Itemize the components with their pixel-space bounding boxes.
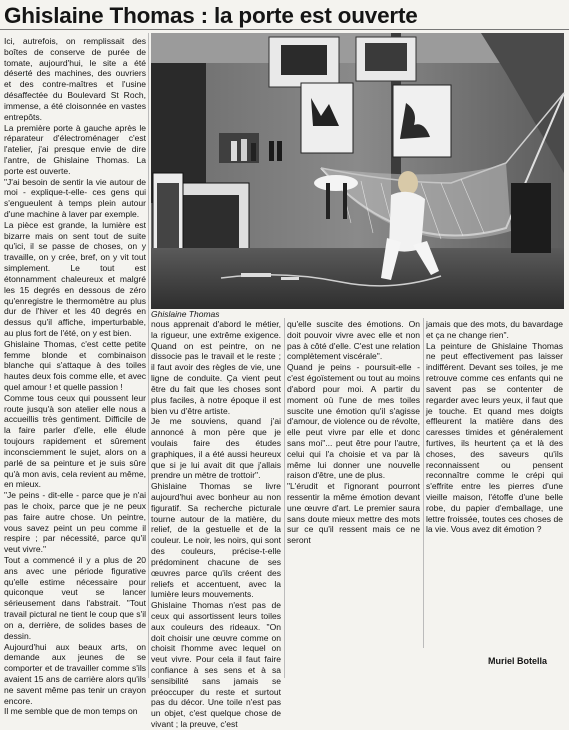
column-divider <box>423 318 424 648</box>
paragraph: nous apprenait d'abord le métier, la rigueur, une extrême exigence. Quand on est peintre, on ne dissocie pas le travail et le reste ; il faut avoir des règles de vie, une ligne de conduite. Ça vient peut être du fait que les choses sont plus faciles, à notre époque il est bien vu d'être artiste. <box>151 319 281 416</box>
paragraph: Il me semble que de mon temps on <box>4 706 138 717</box>
paragraph: "J'ai besoin de sentir la vie autour de moi - explique-t-elle- ces gens qui s'engueulent à temps plein autour d'une machine à laver par exemple. <box>4 176 146 219</box>
article-column-2 <box>151 319 281 730</box>
paragraph: La première porte à gauche après le réparateur d'électroménager c'est l'atelier, j'ai presque envie de dire l'antre, de Ghislaine Thomas. La porte est ouverte. <box>4 122 146 176</box>
paragraph: Ghislaine Thomas, c'est cette petite femme blonde et combinaison blanche qui s'attaque à des toiles hautes deux fois comme elle, et avec quel amour ! et quelle passion ! <box>4 338 146 392</box>
author-byline: Muriel Botella <box>488 656 548 666</box>
headline-rule <box>0 29 569 30</box>
photo-caption: Ghislaine Thomas <box>151 309 220 319</box>
paragraph: Aujourd'hui aux beaux arts, on demande aux jeunes de se comporter et de travailler comme s'ils avaient 15 ans de carrière alors qu'ils ne savent même pas tenir un crayon encore. <box>4 641 146 706</box>
paragraph: Ghislaine Thomas n'est pas de ceux qui assortissent leurs toiles aux couleurs des rideaux. "On doit choisir une œuvre comme on choisit l'homme avec lequel on veut vivre. Pour cela il faut faire confiance à ses sens et à sa sensibilité sans jamais se préoccuper du reste et surtout pas du décor. Une toile n'est pas un objet, c'est quelque chose de vivant ; la preuve, c'est <box>151 600 281 730</box>
artist-studio-photo <box>151 33 564 309</box>
paragraph: La peinture de Ghislaine Thomas ne peut effectivement pas laisser indifférent. Devant ses toiles, je me retrouve comme ces enfants qui ne savent pas se contenter de regarder avec leurs yeux, il faut que je touche. Et quand mes doigts effleurent la matière dans des caresses timides et généralement furtives, ils heurtent ça et là des choses, des saveurs qu'ils reconnaissent ou pensent reconnaître comme le crépi qui s'effrite entre les pierres d'une vieille maison, l'étoffe d'une belle robe, du papier d'emballage, une lettre froissée, toutes ces choses de la vie. Vous avez dit émotion ? <box>426 340 563 535</box>
article-column-4 <box>426 319 563 639</box>
paragraph: Je me souviens, quand j'ai annoncé à mon père que je voulais faire des études graphiques, il a été aussi heureux que si je lui avait dit que j'allais prendre un mètre de trottoir". <box>151 416 281 481</box>
article-column-1 <box>4 36 146 717</box>
paragraph: Ghislaine Thomas se livre aujourd'hui avec bonheur au non figuratif. Sa recherche picturale tourne autour de la matière, du relief, de la gestuelle et de la couleur. Le noir, les noirs, qui sont des couleurs, précise-t-elle prédominent chacune de ses œuvres parce qu'ils créent des reliefs et accentuent, avec la lumière leurs mouvements. <box>151 481 281 600</box>
paragraph: Comme tous ceux qui poussent leur route jusqu'à son atelier elle nous a accueillis très gentiment. Difficile de la faire parler d'elle, elle élude toujours rapidement et sûrement inconsciemment le sujet, alors on a parlé de sa peinture et je suis sûre qu'à mon avis, cela revient au même, en mieux. <box>4 392 146 490</box>
article-headline: Ghislaine Thomas : la porte est ouverte <box>4 3 418 28</box>
paragraph: La pièce est grande, la lumière est bizarre mais on sent tout de suite qu'ici, il se passe de choses, on y travaille, on y crée, bref, on y vit tout simplement. Le tout est étonnamment chaleureux et malgré les 15 degrés en dessous de zéro qu'enregistre le thermomètre au plus dur de l'hiver et les 40 degrés en dessus qu'il affiche, imperturbable, au plus fort de l'été, on y est bien. <box>4 219 146 338</box>
paragraph: jamais que des mots, du bavardage et ça ne change rien". <box>426 319 563 340</box>
paragraph: Ici, autrefois, on remplissait des boîtes de conserve de purée de tomate, aujourd'hui, le site a été déserté des machines, des ouvriers et des contre-maîtres et l'usine désaffectée du Boulevard St Roch, immense, a été cloisonnée en vastes entrepôts. <box>4 36 146 122</box>
paragraph: "L'érudit et l'ignorant pourront ressentir la même émotion devant une œuvre d'art. Le premier saura sans doute mieux mettre des mots sur ce qu'il ressent mais ce ne seront <box>287 481 420 546</box>
column-divider <box>148 33 149 678</box>
paragraph: Tout a commencé il y a plus de 20 ans avec une période figurative qu'elle estime nécessaire pour quiconque veut se lancer sérieusement dans l'abstrait. "Tout travail pictural ne tient le coup que s'il on a, derrière, de solides bases de dessin. <box>4 555 146 641</box>
column-divider <box>284 318 285 678</box>
paragraph: "Je peins - dit-elle - parce que je n'ai pas le choix, parce que je ne peux pas faire autre chose. Un peintre, vous savez peint un peu comme il respire ; par nécessité, parce qu'il veut vivre." <box>4 490 146 555</box>
article-column-3 <box>287 319 420 679</box>
paragraph: Quand je peins - poursuit-elle - c'est égoïstement ou tout au moins d'abord pour moi. A partir du moment où l'une de mes toiles suscite une émotion qu'il s'agisse d'amour, de violence ou de révolte, elle peut vivre par elle et donc sans moi"... peut être pour l'autre, celui qui l'a choisie et va par là même lui donner une nouvelle raison d'être, une de plus. <box>287 362 420 481</box>
paragraph: qu'elle suscite des émotions. On doit pouvoir vivre avec elle et non pas à côté d'elle. C'est une relation complètement viscérale". <box>287 319 420 362</box>
